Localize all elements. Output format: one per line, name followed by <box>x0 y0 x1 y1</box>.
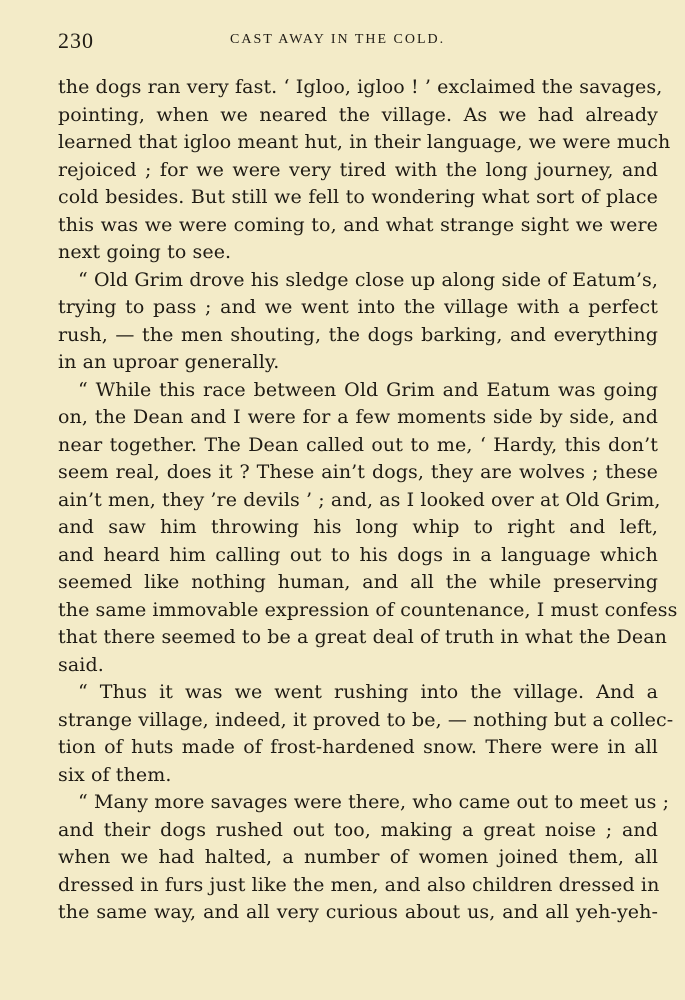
text-line: that there seemed to be a great deal of truth in what the Dean <box>58 626 667 648</box>
text-line: the dogs ran very fast. ‘ Igloo, igloo ! ’ exclaimed the savages, <box>58 76 663 98</box>
text-line: ain’t men, they ’re devils ’ ; and, as I looked over at Old Grim, <box>58 488 661 511</box>
text-line: the same immovable expression of countenance, I must confess <box>58 598 678 621</box>
text-line: “ Old Grim drove his sledge close up along side of Eatum’s, <box>78 268 658 291</box>
page-header <box>58 28 658 52</box>
page-number: 230 <box>58 28 94 53</box>
text-line: rush, — the men shouting, the dogs barking, and everything <box>58 323 658 346</box>
text-line: learned that igloo meant hut, in their language, we were much <box>58 131 671 153</box>
text-line: on, the Dean and I were for a few moments side by side, and <box>58 406 658 428</box>
text-line: cold besides. But still we fell to wondering what sort of place <box>58 186 658 208</box>
text-line: next going to see. <box>58 241 232 263</box>
text-line: this was we were coming to, and what strange sight we were <box>58 213 658 236</box>
text-line: six of them. <box>58 763 172 786</box>
text-line: seemed like nothing human, and all the while preserving <box>58 571 658 593</box>
text-line: “ Thus it was we went rushing into the village. And a <box>78 681 658 703</box>
text-line: seem real, does it ? These ain’t dogs, they are wolves ; these <box>58 461 658 483</box>
text-line: when we had halted, a number of women joined them, all <box>58 846 658 868</box>
running-head: CAST AWAY IN THE COLD. <box>230 32 446 47</box>
text-line: the same way, and all very curious about us, and all yeh-yeh- <box>58 901 658 923</box>
text-line: dressed in furs just like the men, and also children dressed in <box>58 873 660 896</box>
text-line: “ While this race between Old Grim and Eatum was going <box>78 378 658 401</box>
text-line: tion of huts made of frost-hardened snow. There were in all <box>58 736 658 758</box>
body-text <box>58 74 678 927</box>
text-line: pointing, when we neared the village. As we had already <box>58 103 658 126</box>
text-line: said. <box>58 653 104 676</box>
text-line: “ Many more savages were there, who came out to meet us ; <box>78 791 670 813</box>
text-line: and their dogs rushed out too, making a great noise ; and <box>58 818 658 841</box>
text-line: rejoiced ; for we were very tired with the long journey, and <box>58 158 658 181</box>
text-line: near together. The Dean called out to me, ‘ Hardy, this don’t <box>58 433 658 456</box>
text-line: and heard him calling out to his dogs in a language which <box>58 543 658 566</box>
text-line: and saw him throwing his long whip to right and left, <box>58 516 658 538</box>
text-line: trying to pass ; and we went into the village with a perfect <box>58 296 658 318</box>
text-line: in an uproar generally. <box>58 351 280 373</box>
text-line: strange village, indeed, it proved to be, — nothing but a collec- <box>58 708 674 731</box>
